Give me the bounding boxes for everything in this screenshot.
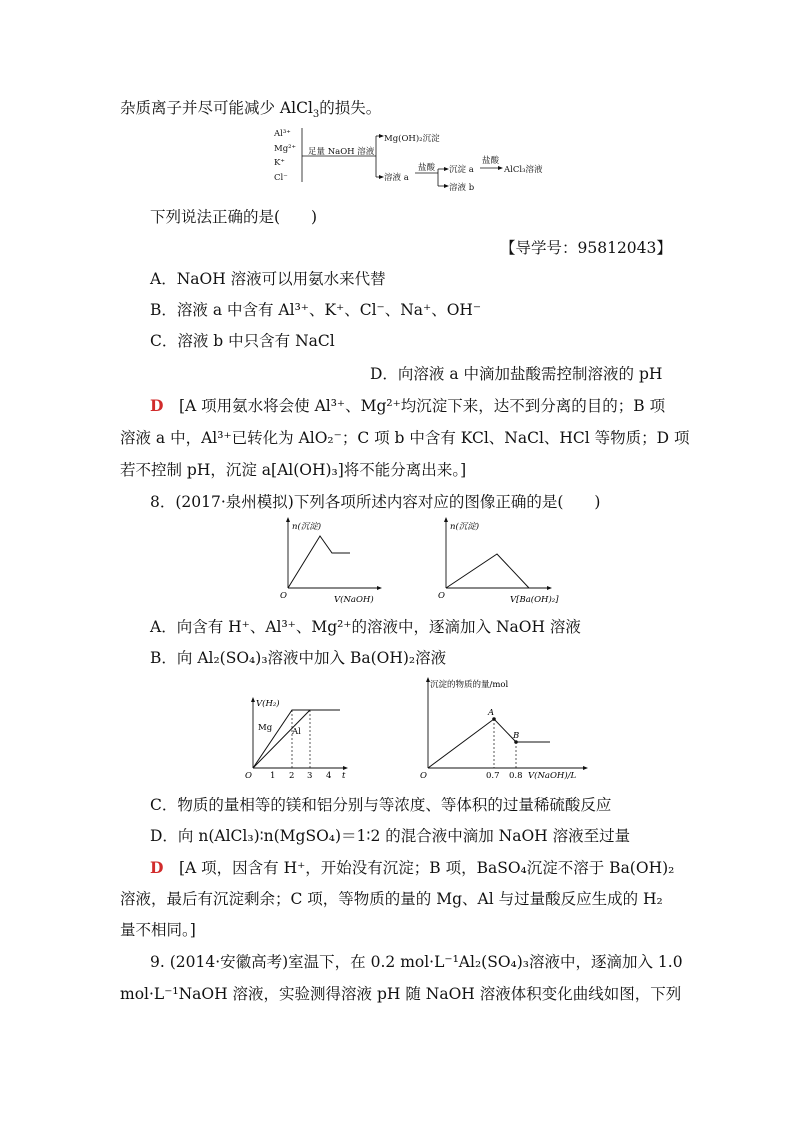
- graph-d: [420, 674, 596, 784]
- graph-a-origin: O: [280, 591, 287, 601]
- graph-a: [278, 516, 398, 608]
- graph-d-xlabel: V(NaOH)/L: [528, 771, 577, 781]
- flow-ion-mg: Mg²⁺: [274, 144, 297, 154]
- flow-precip-a: 沉淀 a: [449, 165, 474, 175]
- q8-option-a: A．向含有 H⁺、Al³⁺、Mg²⁺的溶液中，逐滴加入 NaOH 溶液: [150, 618, 581, 636]
- flow-acid1: 盐酸: [418, 163, 436, 173]
- graph-d-curve: [428, 719, 550, 768]
- graph-d-tick-07: 0.7: [486, 771, 500, 781]
- flow-top-product: Mg(OH)₂沉淀: [384, 134, 440, 144]
- intro-text: 杂质离子并尽可能减少 AlCl$_3$的损失。: [120, 99, 382, 121]
- q8-option-c: C．物质的量相等的镁和铝分别与等浓度、等体积的过量稀硫酸反应: [150, 796, 612, 814]
- q8-explanation-2: 溶液，最后有沉淀剩余；C 项，等物质的量的 Mg、Al 与过量酸反应生成的 H₂: [120, 890, 663, 908]
- separation-flow-diagram: [272, 126, 562, 196]
- graph-d-ylabel: 沉淀的物质的量/mol: [430, 680, 509, 690]
- flow-ion-al: Al³⁺: [274, 129, 291, 139]
- q7-option-a: A．NaOH 溶液可以用氨水来代替: [150, 270, 386, 288]
- graph-a-curve: [288, 536, 350, 588]
- graph-c-mg-curve: [253, 710, 340, 768]
- q8-option-b: B．向 Al₂(SO₄)₃溶液中加入 Ba(OH)₂溶液: [150, 649, 447, 667]
- graph-c-ylabel: V(H₂): [256, 699, 280, 709]
- graph-c-origin: O: [245, 771, 252, 781]
- graph-c-al-label: Al: [292, 727, 301, 737]
- graph-a-ylabel: n(沉淀): [292, 522, 322, 532]
- graph-c: [244, 694, 356, 784]
- graph-c-tick-4: 4: [326, 771, 332, 781]
- graph-b-ylabel: n(沉淀): [450, 522, 480, 532]
- graph-d-label-b: B: [513, 731, 520, 741]
- q7-option-b: B．溶液 a 中含有 Al³⁺、K⁺、Cl⁻、Na⁺、OH⁻: [150, 301, 482, 319]
- q7-option-c: C．溶液 b 中只含有 NaCl: [150, 332, 335, 350]
- q8-stem: 8．(2017·泉州模拟)下列各项所述内容对应的图像正确的是( ): [150, 493, 601, 511]
- q8-answer: D: [150, 858, 164, 877]
- graph-b: [436, 516, 576, 608]
- graph-b-curve: [446, 554, 529, 588]
- flow-final: AlCl₃溶液: [504, 165, 543, 175]
- q7-reference: 【导学号：95812043】: [500, 239, 672, 257]
- graph-c-al-curve: [253, 710, 310, 768]
- q8-option-d: D．向 n(AlCl₃)∶n(MgSO₄)＝1∶2 的混合液中滴加 NaOH 溶液至过量: [150, 827, 631, 845]
- q8-explanation-3: 量不相同。]: [120, 921, 196, 939]
- q7-answer: D: [150, 396, 164, 415]
- graph-b-xlabel: V[Ba(OH)₂]: [510, 595, 559, 605]
- flow-acid2: 盐酸: [482, 156, 500, 166]
- graph-c-tick-3: 3: [307, 771, 313, 781]
- graph-d-tick-08: 0.8: [509, 771, 523, 781]
- graph-c-mg-label: Mg: [258, 723, 273, 733]
- q7-explanation-3: 若不控制 pH，沉淀 a[Al(OH)₃]将不能分离出来。]: [120, 461, 467, 479]
- graph-a-xlabel: V(NaOH): [334, 595, 374, 605]
- q7-explanation-2: 溶液 a 中，Al³⁺已转化为 AlO₂⁻；C 项 b 中含有 KCl、NaCl、HCl 等物质；D 项: [120, 429, 690, 447]
- graph-c-tick-2: 2: [289, 771, 295, 781]
- flow-solution-a: 溶液 a: [384, 173, 409, 183]
- graph-d-origin: O: [420, 771, 427, 781]
- flow-reagent: 足量 NaOH 溶液: [308, 147, 375, 157]
- q7-option-d: D．向溶液 a 中滴加盐酸需控制溶液的 pH: [370, 365, 663, 383]
- graph-b-origin: O: [438, 591, 445, 601]
- graph-c-xvar: t: [342, 771, 346, 781]
- graph-d-label-a: A: [488, 708, 495, 718]
- flow-solution-b: 溶液 b: [449, 183, 475, 193]
- flow-ion-k: K⁺: [274, 158, 285, 168]
- q7-explanation-1: D [A 项用氨水将会使 Al³⁺、Mg²⁺均沉淀下来，达不到分离的目的；B 项: [150, 396, 666, 415]
- q7-stem: 下列说法正确的是( ): [150, 208, 318, 226]
- q9-line-1: 9. (2014·安徽高考)室温下，在 0.2 mol·L⁻¹Al₂(SO₄)₃溶液中，逐滴加入 1.0: [150, 953, 683, 971]
- q8-explanation-1: D [A 项，因含有 H⁺，开始没有沉淀；B 项，BaSO₄沉淀不溶于 Ba(OH)₂: [150, 858, 675, 877]
- graph-c-tick-1: 1: [270, 771, 276, 781]
- q9-line-2: mol·L⁻¹NaOH 溶液，实验测得溶液 pH 随 NaOH 溶液体积变化曲线如图，下列: [120, 985, 682, 1003]
- flow-ion-cl: Cl⁻: [274, 173, 288, 183]
